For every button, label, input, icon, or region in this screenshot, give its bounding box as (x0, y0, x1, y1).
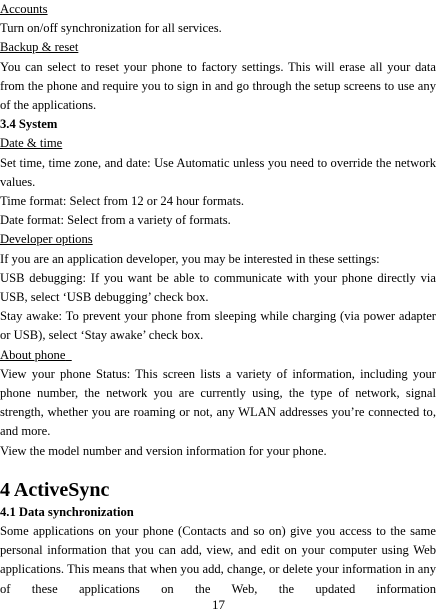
date-format-text: Date format: Select from a variety of formats. (0, 213, 231, 228)
about-model-text: View the model number and version information for your phone. (0, 443, 327, 458)
developer-heading: Developer options (0, 232, 93, 247)
about-heading (0, 346, 72, 365)
stay-awake-text: Stay awake: To prevent your phone from sleeping while charging (via power adapter or USB), select ‘Stay awake’ check box. (0, 309, 436, 343)
activesync-heading: 4 ActiveSync (0, 478, 110, 501)
system-heading: 3.4 System (0, 117, 58, 132)
about-heading-label: About phone (0, 347, 66, 362)
backup-text: You can select to reset your phone to factory settings. This will erase all your data from the phone and require you to sign in and go through the setup screens to use any of the applications. (0, 59, 436, 113)
datasync-text: Some applications on your phone (Contacts and so on) give you access to the same personal information that you can add, view, and edit on your computer using Web applications. This means that when you add, change, or delete your information in any of these applications on the Web, the updated information (0, 524, 436, 596)
datasync-heading: 4.1 Data synchronization (0, 504, 134, 519)
datetime-text: Set time, time zone, and date: Use Automatic unless you need to override the network values. (0, 155, 436, 189)
accounts-text: Turn on/off synchronization for all services. (0, 21, 222, 36)
usb-debugging-text: USB debugging: If you want be able to communicate with your phone directly via USB, select ‘USB debugging’ check box. (0, 270, 436, 305)
developer-intro: If you are an application developer, you may be interested in these settings: (0, 251, 380, 266)
accounts-heading: Accounts (0, 2, 48, 16)
page-number: 17 (212, 597, 225, 612)
datetime-heading: Date & time (0, 136, 63, 151)
time-format-text: Time format: Select from 12 or 24 hour formats. (0, 194, 245, 209)
backup-heading: Backup & reset (0, 40, 79, 55)
about-status-text: View your phone Status: This screen lists a variety of information, including your phone number, the network you are currently using, the type of network, signal strength, whether you are roaming or not, any WLAN addresses you’re connected to, and more. (0, 366, 436, 439)
